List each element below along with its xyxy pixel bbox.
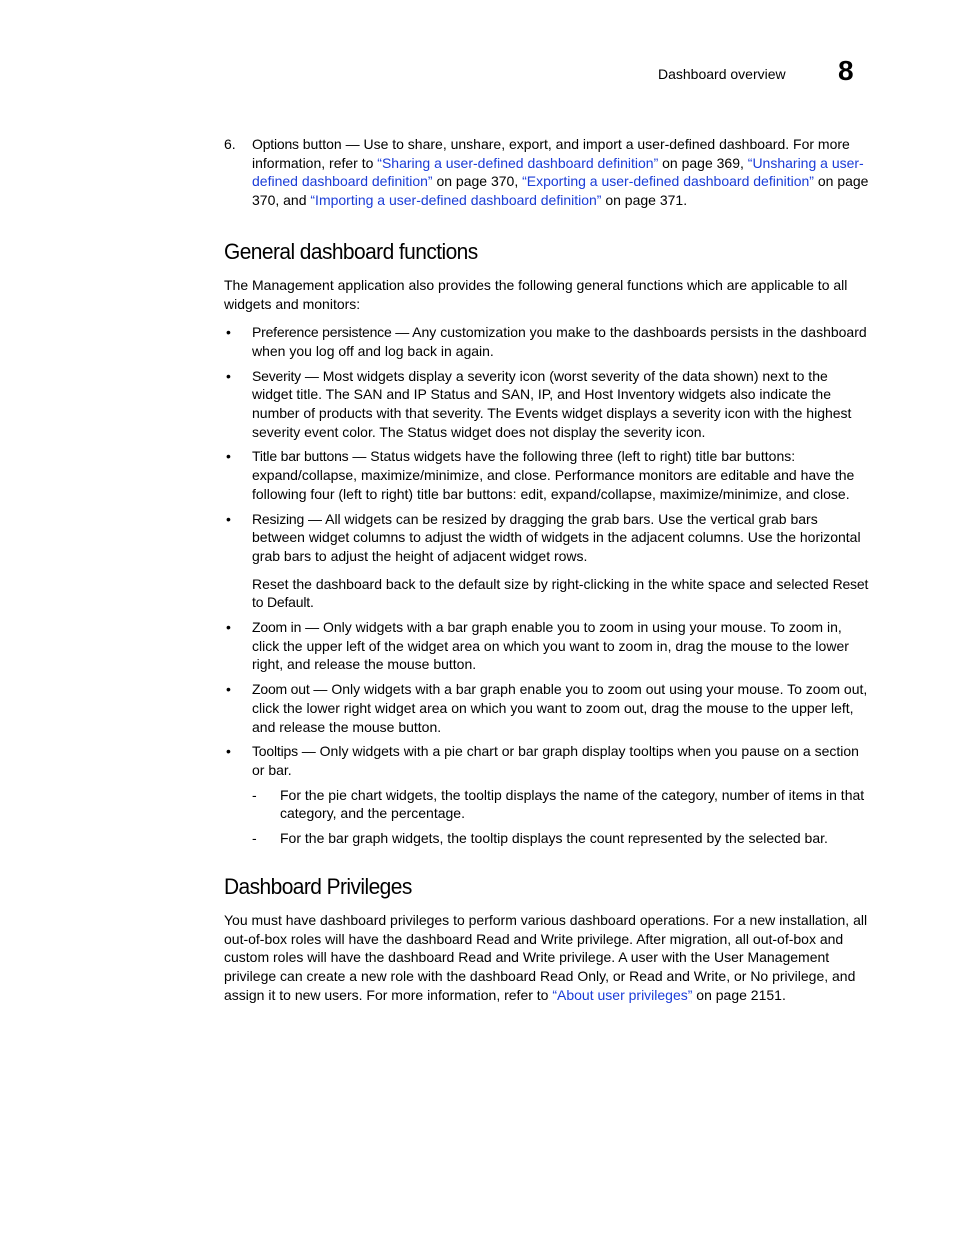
item-text: button — Use to share, unshare, export, and import a user-defined dashboard. For more information, refer to (252, 136, 850, 171)
bullet-term: Title bar buttons (252, 448, 349, 465)
bullet-text: — All widgets can be resized by dragging the grab bars. Use the vertical grab bars between widget columns to adjust the width of widgets in the adjacent columns. Use the horizontal grab bars to adjust the height of adjacent widget rows. (252, 510, 861, 564)
list-item-severity (224, 367, 869, 442)
bullet-glyph: • (226, 448, 231, 465)
sub-item-text: For the bar graph widgets, the tooltip displays the count represented by the selected bar. (280, 830, 828, 847)
numbered-item-6 (224, 135, 869, 210)
bullet-term: Zoom out (252, 681, 310, 698)
item-text: on page 370, and (252, 173, 869, 209)
bullet-glyph: • (226, 743, 231, 760)
bullet-text: — Only widgets with a pie chart or bar graph display tooltips when you pause on a section or bar. (252, 743, 859, 778)
bullet-text: — Most widgets display a severity icon (worst severity of the data shown) next to the widget title. The SAN and IP Status and SAN, IP, and Host Inventory widgets also indicate the number of products with that severity. The Events widget displays a severity icon with the highest severity event color. The Status widget does not display the severity icon. (252, 367, 852, 440)
bullet-term: Resizing (252, 510, 305, 527)
functions-list (224, 323, 869, 848)
sub-list-item (252, 786, 869, 823)
link-unsharing-definition[interactable]: “Unsharing a user-defined dashboard definition” (252, 154, 864, 190)
link-exporting-definition[interactable]: “Exporting a user-defined dashboard definition” (522, 173, 814, 190)
sub-item-text: For the pie chart widgets, the tooltip displays the name of the category, number of items in that category, and the percentage. (280, 786, 865, 822)
bullet-glyph: • (226, 681, 231, 698)
item-text: on page 370, (432, 173, 523, 190)
privileges-text-end: on page 2151. (692, 986, 786, 1003)
page-content (224, 135, 869, 1004)
general-intro: The Management application also provides the following general functions which are applicable to all widgets and monitors: (224, 276, 848, 312)
privileges-text: You must have dashboard privileges to perform various dashboard operations. For a new installation, all out-of-box roles will have the dashboard Read and Write privilege. After migration, all out-of-box and custom roles will have the dashboard Read and Write privilege. A user with the User Management privilege can create a new role with the dashboard Read Only, or Read and Write, or No privilege, and assign it to new users. For more information, refer to (224, 911, 868, 1003)
bullet-glyph: • (226, 619, 231, 636)
privileges-body (224, 911, 869, 1005)
item-text: on page 371. (601, 192, 688, 209)
bullet-text: — Only widgets with a bar graph enable you to zoom out using your mouse. To zoom out, click the lower right widget area on which you want to zoom out, drag the mouse to the upper left, and release the mouse button. (252, 681, 868, 735)
bullet-glyph: • (226, 324, 231, 341)
bullet-term: Preference persistence — (252, 324, 410, 341)
running-header-section: Dashboard overview (658, 66, 786, 82)
bullet-term: Severity (252, 367, 301, 384)
bullet-glyph: • (226, 367, 231, 384)
list-item-resizing (224, 510, 869, 613)
resizing-note (252, 575, 869, 612)
link-importing-definition[interactable]: “Importing a user-defined dashboard definition” (310, 192, 602, 209)
tooltips-sublist (252, 786, 869, 848)
note-end: . (309, 594, 314, 611)
bullet-text: Any customization you make to the dashboards persists in the dashboard when you log off and log back in again. (252, 324, 867, 359)
note-text: Reset the dashboard back to the default size by right-clicking in the white space and selected (252, 575, 833, 592)
note-term: Reset to Default (252, 575, 869, 611)
bullet-term: Tooltips (252, 743, 298, 760)
chapter-number: 8 (838, 55, 854, 86)
bullet-text: — Status widgets have the following three (left to right) title bar buttons: expand/collapse, maximize/minimize, and close. Performance monitors are editable and have the following four (left to right) title bar buttons: edit, expand/collapse, maximize/minimize, and close. (252, 448, 855, 502)
link-about-user-privileges[interactable]: “About user privileges” (552, 986, 693, 1003)
dash-glyph: - (252, 786, 257, 803)
list-item-preference-persistence (224, 323, 869, 360)
dash-glyph: - (252, 830, 257, 847)
section-heading-privileges: Dashboard Privileges (224, 873, 412, 899)
section-heading-general: General dashboard functions (224, 238, 478, 264)
item-term: Options (252, 136, 299, 152)
link-sharing-definition[interactable]: “Sharing a user-defined dashboard definition” (377, 154, 659, 171)
list-item-zoom-out (224, 680, 869, 736)
list-item-tooltips (224, 742, 869, 848)
bullet-glyph: • (226, 510, 231, 527)
sub-list-item (252, 829, 869, 848)
item-text: on page 369, (658, 154, 748, 171)
list-item-zoom-in (224, 618, 869, 674)
bullet-term: Zoom in (252, 619, 302, 636)
list-item-title-bar-buttons (224, 447, 869, 503)
item-number: 6. (224, 136, 236, 152)
bullet-text: — Only widgets with a bar graph enable you to zoom in using your mouse. To zoom in, click the upper left of the widget area on which you want to zoom in, drag the mouse to the lower right, and release the mouse button. (252, 619, 849, 673)
